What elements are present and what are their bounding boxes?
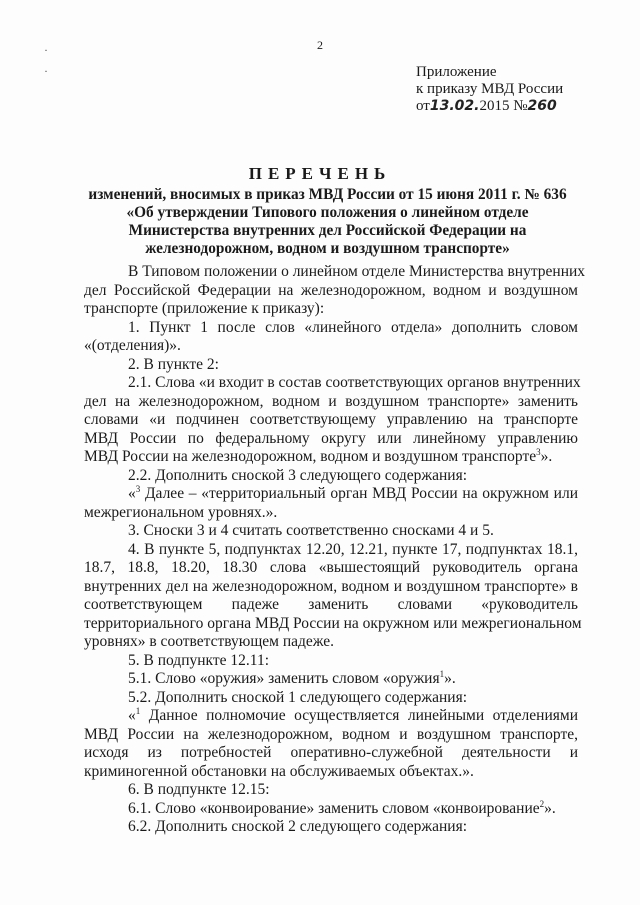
line-text: МВД России на железнодорожном, водном и воздушном транспорте, — [84, 725, 578, 743]
paragraph-line — [84, 800, 578, 819]
line-text: соответствующем падеже заменить словами «руководитель — [84, 596, 578, 613]
line-text: 6.2. Дополнить сноской 2 следующего содержания: — [128, 818, 468, 835]
approval-block — [416, 64, 563, 115]
paragraph-line — [84, 559, 578, 578]
line-text: транспорте (приложение к приказу): — [84, 300, 325, 317]
line-text: исходя из потребностей оперативно-служебной деятельности и — [84, 744, 578, 761]
subtitle-line: «Об утверждении Типового положения о линейном отделе — [126, 204, 529, 221]
paragraph-line — [84, 670, 578, 689]
paragraph — [84, 818, 578, 837]
open-quote: « — [128, 707, 136, 724]
line-text: Данное полномочие осуществляется линейными отделениями — [148, 707, 578, 724]
line-text: уровнях» в соответствующем падеже. — [84, 633, 335, 650]
paragraph-line — [84, 282, 578, 301]
paragraph — [84, 781, 578, 800]
line-text: 2. В пункте 2: — [128, 355, 219, 373]
paragraph-line — [84, 504, 578, 523]
paragraph-line — [84, 467, 578, 486]
open-quote: « — [128, 485, 136, 502]
line-text: 3. Сноски 3 и 4 считать соответственно сносками 4 и 5. — [128, 522, 494, 539]
footnote-mark: 3 — [536, 446, 541, 457]
paragraph-line — [84, 485, 578, 504]
paragraph-line — [84, 614, 582, 634]
approval-number-sign: № — [513, 98, 528, 114]
paragraph-line — [84, 818, 578, 837]
footnote-mark: 3 — [135, 483, 141, 494]
paragraph — [84, 689, 578, 708]
paragraph — [84, 356, 578, 375]
paragraph-line — [84, 374, 581, 393]
line-text: В Типовом положении о линейном отделе Министерства внутренних — [128, 263, 586, 280]
line-text: 18.7, 18.8, 18.20, 18.30 слова «вышестоящий руководитель органа — [84, 559, 578, 576]
paragraph-line — [84, 522, 578, 541]
approval-line-1: Приложение — [416, 64, 497, 80]
paragraph-line — [84, 541, 578, 560]
line-text: дел на железнодорожном, водном и воздушном транспорте» заменить — [84, 392, 578, 410]
line-tail: ». — [544, 799, 556, 817]
line-text: Далее – «территориальный орган МВД России на окружном или — [144, 485, 579, 502]
paragraph-line — [84, 448, 578, 467]
paragraph-line — [84, 633, 578, 652]
line-text: 2.1. Слова «и входит в состав соответствующих органов внутренних — [128, 374, 581, 391]
paragraph — [84, 485, 578, 522]
paragraph — [84, 800, 578, 819]
paragraph — [84, 540, 582, 652]
paragraph-line — [84, 411, 578, 430]
line-text: 4. В пункте 5, подпунктах 12.20, 12.21, пункте 17, подпунктах 18.1, — [128, 540, 578, 558]
paragraph — [84, 522, 578, 541]
line-text: 6. В подпункте 12.15: — [128, 781, 270, 798]
document-title: ПЕРЕЧЕНЬ — [248, 164, 392, 183]
paragraph — [84, 652, 578, 671]
paragraph-line — [84, 300, 578, 319]
scan-mark: · — [44, 64, 48, 78]
line-text: 2.2. Дополнить сноской 3 следующего содержания: — [128, 466, 468, 484]
paragraph-line — [84, 356, 578, 375]
subtitle-line: железнодорожном, водном и воздушном транспорте» — [145, 240, 510, 257]
line-text: 5.2. Дополнить сноской 1 следующего содержания: — [128, 688, 468, 706]
paragraph — [84, 263, 586, 319]
paragraph-line — [84, 430, 578, 449]
paragraph-line — [84, 393, 578, 412]
line-text: словами «и подчинен соответствующему управлению на транспорте — [84, 411, 578, 428]
footnote-mark: 1 — [135, 705, 141, 716]
paragraph-line — [84, 707, 578, 726]
document-subtitle — [80, 186, 575, 258]
paragraph-line — [84, 652, 578, 671]
line-text: внутренних дел на железнодорожном, водном и воздушном транспорте» в — [84, 577, 578, 595]
line-text: криминогенной обстановки на обслуживаемых объектах.». — [84, 762, 474, 780]
page-number: 2 — [317, 38, 323, 52]
paragraph-line — [84, 596, 578, 615]
approval-from: от — [416, 98, 430, 114]
paragraph-line — [84, 744, 578, 763]
line-text: 5.1. Слово «оружия» заменить словом «оружия — [128, 670, 440, 687]
handwritten-date: 13.02. — [429, 98, 480, 114]
approval-year: 2015 — [479, 98, 510, 114]
subtitle-line: изменений, вносимых в приказ МВД России от 15 июня 2011 г. № 636 — [88, 186, 567, 203]
paragraph — [84, 707, 578, 781]
handwritten-number: 260 — [527, 98, 557, 114]
footnote-mark: 1 — [439, 668, 445, 679]
paragraph — [84, 670, 578, 689]
line-tail: ». — [444, 670, 456, 687]
line-tail: ». — [540, 448, 553, 465]
line-text: территориального органа МВД России на окружном или межрегиональном — [84, 614, 582, 632]
subtitle-line: Министерства внутренних дел Российской Федерации на — [128, 222, 527, 239]
paragraph-line — [84, 578, 578, 597]
paragraph-line — [84, 319, 578, 338]
paragraph — [84, 319, 578, 356]
paragraph-line — [84, 763, 578, 782]
paragraph-line — [84, 337, 578, 356]
line-text: 5. В подпункте 12.11: — [128, 651, 269, 669]
scan-mark: · — [44, 43, 48, 57]
line-text: дел Российской Федерации на железнодорожном, водном и воздушном — [84, 281, 578, 299]
paragraph-line — [84, 726, 578, 745]
paragraph-line — [84, 781, 578, 800]
line-text: МВД России по федеральному округу или линейному управлению — [84, 429, 578, 447]
line-text: МВД России на железнодорожном, водном и воздушном транспорте — [84, 448, 537, 465]
line-text: межрегиональном уровнях.». — [84, 503, 278, 521]
approval-line-3 — [416, 98, 563, 115]
document-body — [84, 263, 586, 837]
paragraph-line — [84, 263, 586, 282]
line-text: «(отделения)». — [84, 337, 181, 354]
approval-line-2: к приказу МВД России — [416, 81, 564, 97]
line-text: 6.1. Слово «конвоирование» заменить словом «конвоирование — [128, 799, 540, 817]
footnote-mark: 2 — [539, 798, 545, 809]
paragraph-line — [84, 689, 578, 708]
paragraph — [84, 374, 581, 467]
paragraph — [84, 467, 578, 486]
line-text: 1. Пункт 1 после слов «линейного отдела» дополнить словом — [128, 318, 578, 336]
